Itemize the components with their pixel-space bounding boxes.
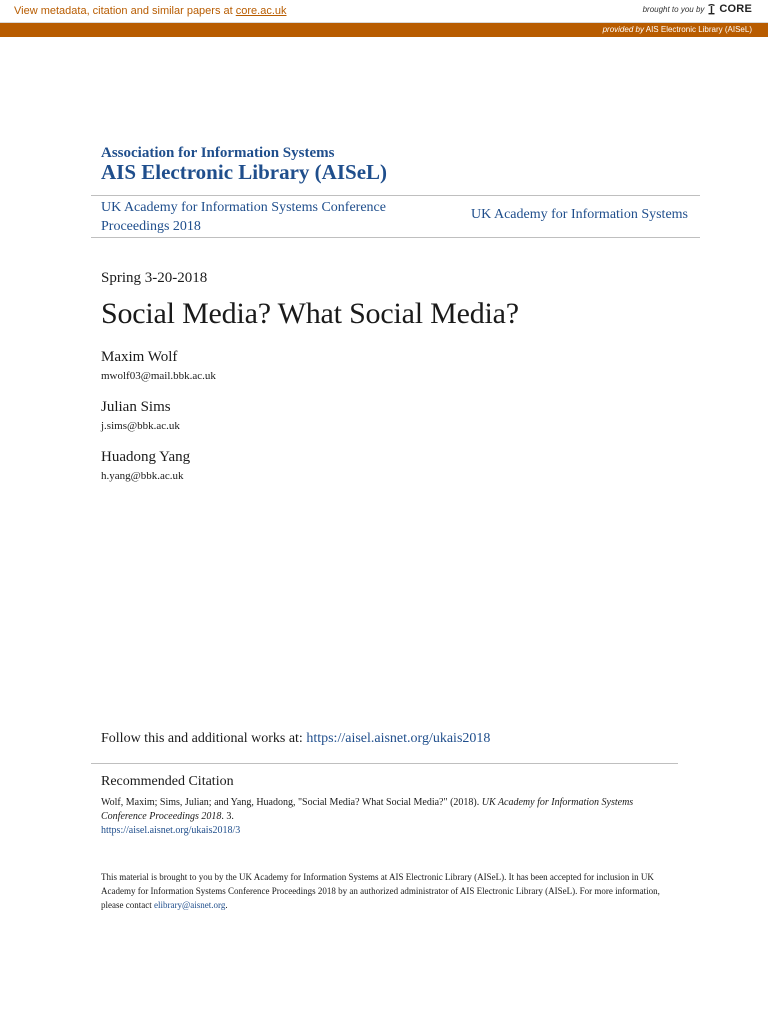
citation-text: Wolf, Maxim; Sims, Julian; and Yang, Huadong, "Social Media? What Social Media?" (2018). UK Academy for Information Systems Conference Proceedings 2018. 3. https://aisel.aisnet.org/ukais2018/3	[101, 797, 634, 836]
provided-label: provided by	[602, 25, 644, 34]
header-bottom-divider	[91, 237, 700, 238]
author-name: Maxim Wolf	[101, 349, 178, 365]
core-logo: CORE	[719, 3, 752, 15]
author-email: h.yang@bbk.ac.uk	[101, 470, 184, 482]
citation-link[interactable]: https://aisel.aisnet.org/ukais2018/3	[101, 825, 241, 836]
brought-by-core[interactable]	[643, 3, 752, 15]
author-email: mwolf03@mail.bbk.ac.uk	[101, 370, 216, 382]
citation-journal: UK Academy for Information Systems Conference Proceedings 2018	[101, 797, 634, 822]
provided-by-bar	[0, 23, 768, 37]
brought-text: brought to you by	[642, 4, 705, 14]
contact-email-link[interactable]: elibrary@aisnet.org	[153, 900, 226, 910]
citation-heading: Recommended Citation	[101, 774, 234, 789]
citation-divider	[91, 763, 678, 764]
proceedings-link[interactable]: UK Academy for Information Systems Conference Proceedings 2018	[101, 200, 386, 234]
academy-link[interactable]: UK Academy for Information Systems	[471, 207, 688, 222]
inclusion-notice: This material is brought to you by the UK Academy for Information Systems at AIS Electronic Library (AISeL). It has been accepted for inclusion in UK Academy for Information Systems Conference Proceedings 2018 by an authorized administrator of AIS Electronic Library (AISeL). For more information, please contact elibrary@aisnet.org.	[101, 872, 660, 910]
association-name[interactable]: Association for Information Systems	[101, 145, 335, 161]
follow-link[interactable]: https://aisel.aisnet.org/ukais2018	[306, 731, 491, 746]
core-metadata-text: View metadata, citation and similar papers at core.ac.uk	[14, 5, 287, 17]
library-name[interactable]: AIS Electronic Library (AISeL)	[101, 160, 388, 184]
core-link[interactable]: core.ac.uk	[235, 5, 287, 17]
author-name: Huadong Yang	[101, 449, 191, 465]
core-banner	[0, 0, 768, 23]
author-name: Julian Sims	[101, 399, 171, 415]
author-email: j.sims@bbk.ac.uk	[101, 420, 180, 432]
publication-date: Spring 3-20-2018	[101, 270, 208, 286]
follow-line: Follow this and additional works at: https://aisel.aisnet.org/ukais2018	[101, 731, 491, 746]
paper-title: Social Media? What Social Media?	[101, 297, 519, 330]
provided-source[interactable]: AIS Electronic Library (AISeL)	[643, 25, 752, 34]
core-logo-icon	[707, 3, 716, 15]
header-top-divider	[91, 195, 700, 196]
